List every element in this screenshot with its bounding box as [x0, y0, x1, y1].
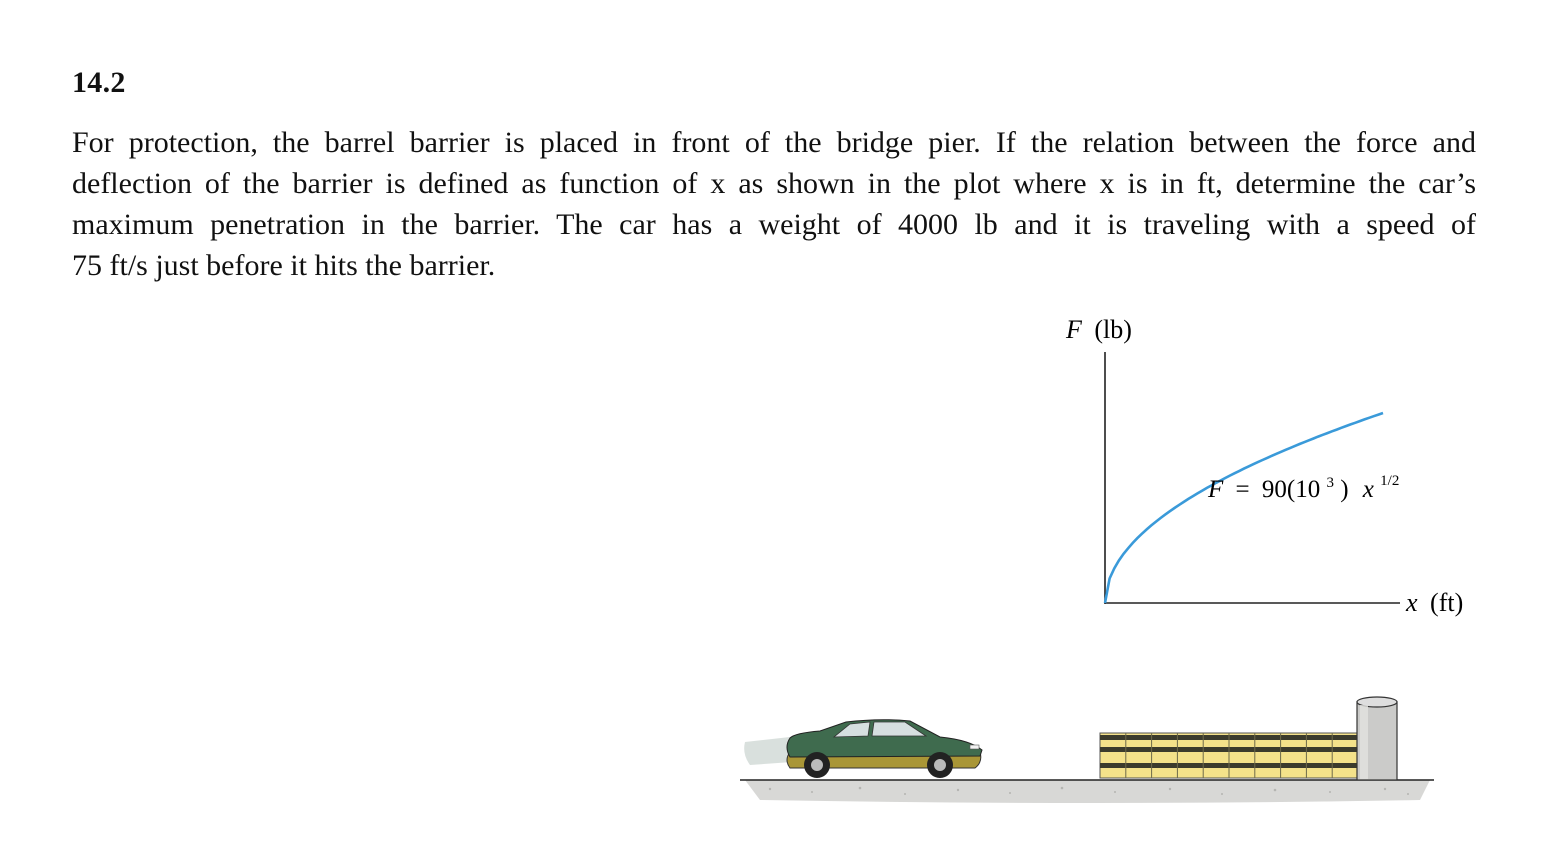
y-axis-var: F — [1066, 315, 1082, 344]
x-axis-label — [1405, 588, 1463, 617]
ground — [740, 780, 1434, 803]
ground-gravel — [745, 780, 1430, 803]
curve-equation: F = 90(10 $^3$ ) x $^{1/2}$ — [1208, 473, 1400, 503]
problem-line-1: For protection, the barrel barrier is placed in front of the bridge pier. If the relation between the force and — [72, 126, 1476, 159]
problem-number: 14.2 — [72, 66, 126, 99]
force-deflection-plot — [1065, 315, 1463, 617]
y-axis-label — [1065, 315, 1132, 344]
force-curve — [1105, 413, 1383, 603]
barrel-barrier-icon — [1100, 733, 1358, 778]
problem-line-4: 75 ft/s just before it hits the barrier. — [72, 249, 496, 282]
x-axis-unit: (ft) — [1430, 588, 1464, 617]
bridge-pier-icon — [1357, 697, 1397, 780]
problem-line-2: deflection of the barrier is defined as function of x as shown in the plot where x is in ft, determine the car’s — [72, 167, 1476, 200]
x-axis-var: x — [1406, 588, 1418, 617]
problem-line-3: maximum penetration in the barrier. The car has a weight of 4000 lb and it is traveling with a speed of — [72, 208, 1476, 241]
y-axis-unit: (lb) — [1094, 315, 1132, 344]
car-icon — [744, 720, 982, 778]
